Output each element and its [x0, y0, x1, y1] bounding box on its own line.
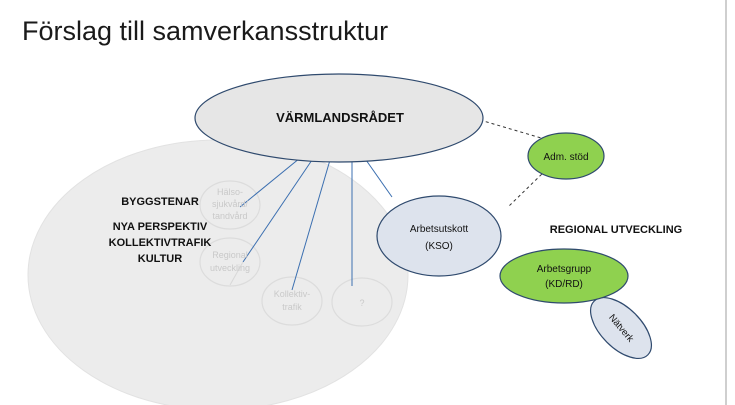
faded-halso-line2: sjukvård/	[211, 199, 249, 209]
working-group-label-line1: Arbetsgrupp	[536, 264, 592, 275]
connector-arbetsutskott	[366, 160, 392, 197]
admin-support-label: Adm. stöd	[543, 152, 589, 163]
faded-kollektiv-line2: trafik	[282, 302, 302, 312]
label-nya-perspektiv: NYA PERSPEKTIV	[112, 221, 208, 233]
label-kollektivtrafik: KOLLEKTIVTRAFIK	[108, 237, 212, 249]
label-regional-utveckling: REGIONAL UTVECKLING	[549, 224, 683, 236]
faded-kollektiv-line1: Kollektiv-	[273, 289, 311, 299]
council-label: VÄRMLANDSRÅDET	[276, 110, 404, 125]
working-group-node	[500, 249, 628, 303]
slide-title: Förslag till samverkansstruktur	[22, 16, 389, 46]
committee-label-line2: (KSO)	[425, 241, 453, 252]
label-kultur: KULTUR	[137, 253, 183, 265]
committee-node	[377, 196, 501, 276]
faded-halso-line3: tandvård	[212, 211, 248, 221]
working-group-label-line2: (KD/RD)	[545, 279, 583, 290]
connector-admin-committee	[508, 170, 546, 207]
committee-label-line1: Arbetsutskott	[409, 224, 469, 235]
faded-question-mark: ?	[359, 298, 365, 308]
faded-regional-line2: utveckling	[209, 263, 251, 273]
faded-halso-line1: Hälso-	[216, 187, 244, 197]
connector-council-admin	[480, 120, 548, 140]
faded-regional-line1: Regional	[212, 250, 248, 260]
network-label: Nätverk	[606, 312, 636, 345]
label-byggstenar: BYGGSTENAR	[121, 196, 199, 208]
